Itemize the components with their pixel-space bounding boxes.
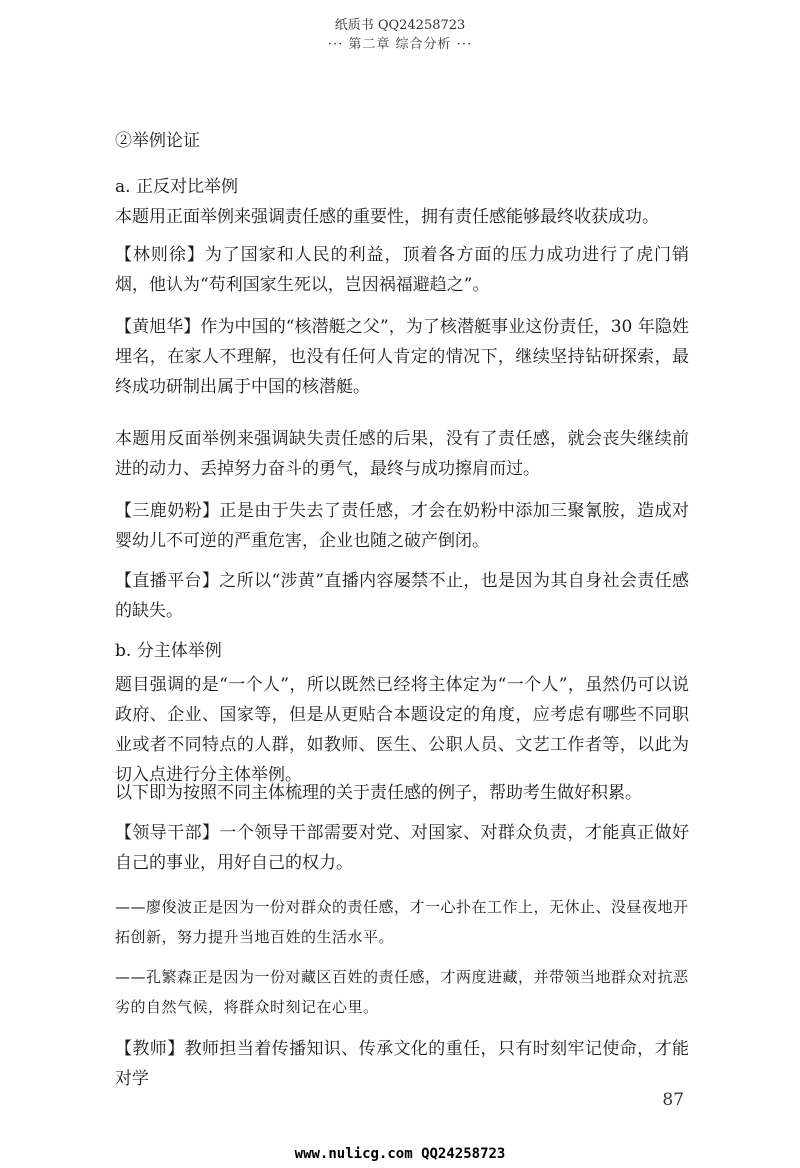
header-chapter-title: ··· 第二章 综合分析 ···: [327, 37, 473, 52]
paragraph-leaders: 【领导干部】一个领导干部需要对党、对国家、对群众负责，才能真正做好自己的事业，用好自己的权力。: [115, 823, 689, 873]
paragraph-teachers: 【教师】教师担当着传播知识、传承文化的重任，只有时刻牢记使命，才能对学: [115, 1039, 689, 1089]
paragraph-positive-intro: 本题用正面举例来强调责任感的重要性，拥有责任感能够最终收获成功。: [115, 207, 659, 227]
footer-watermark: www.nulicg.com QQ24258723: [294, 1146, 506, 1162]
page-number: 87: [662, 1090, 684, 1110]
quote-liao-junbo: ——廖俊波正是因为一份对群众的责任感，才一心扑在工作上，无休止、没昼夜地开拓创新，努力提升当地百姓的生活水平。: [115, 898, 689, 946]
header-source-line: 纸质书 QQ24258723: [334, 18, 466, 33]
paragraph-negative-intro: 本题用反面举例来强调缺失责任感的后果，没有了责任感，就会丧失继续前进的动力、丢掉努力奋斗的勇气，最终与成功擦肩而过。: [115, 429, 689, 479]
section-heading-examples: ②举例论证: [115, 131, 200, 151]
paragraph-subject-list-intro: 以下即为按照不同主体梳理的关于责任感的例子，帮助考生做好积累。: [115, 783, 642, 803]
paragraph-subject-explanation: 题目强调的是“一个人”，所以既然已经将主体定为“一个人”，虽然仍可以说政府、企业、国家等，但是从更贴合本题设定的角度，应考虑有哪些不同职业或者不同特点的人群，如教师、医生、公职人员、文艺工作者等，以此为切入点进行分主体举例。: [115, 675, 689, 785]
paragraph-live-platform: 【直播平台】之所以“涉黄”直播内容屡禁不止，也是因为其自身社会责任感的缺失。: [115, 571, 689, 621]
quote-kong-fansen: ——孔繁森正是因为一份对藏区百姓的责任感，才两度进藏，并带领当地群众对抗恶劣的自然气候，将群众时刻记在心里。: [115, 968, 689, 1016]
subheading-contrast-examples: a. 正反对比举例: [115, 177, 238, 197]
subheading-subject-examples: b. 分主体举例: [115, 641, 222, 661]
paragraph-huang-xuhua: 【黄旭华】作为中国的“核潜艇之父”，为了核潜艇事业这份责任，30 年隐姓埋名，在家人不理解，也没有任何人肯定的情况下，继续坚持钻研探索，最终成功研制出属于中国的核潜艇。: [115, 317, 689, 397]
paragraph-lin-zexu: 【林则徐】为了国家和人民的利益，顶着各方面的压力成功进行了虎门销烟，他认为“苟利国家生死以，岂因祸福避趋之”。: [115, 245, 689, 295]
paragraph-sanlu: 【三鹿奶粉】正是由于失去了责任感，才会在奶粉中添加三聚氰胺，造成对婴幼儿不可逆的严重危害，企业也随之破产倒闭。: [115, 501, 689, 551]
